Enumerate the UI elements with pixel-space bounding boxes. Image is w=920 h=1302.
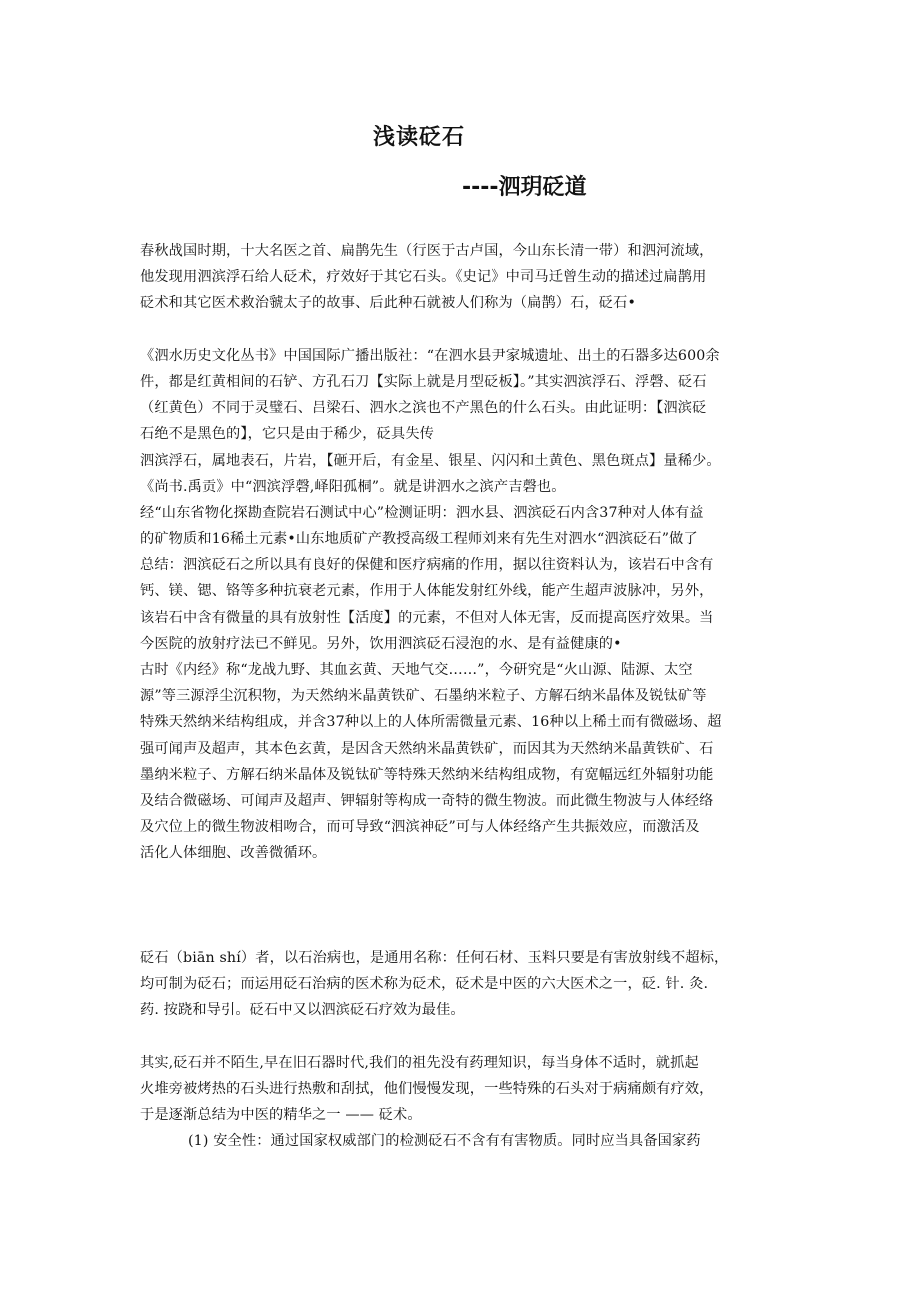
text-line: 总结：泗滨砭石之所以具有良好的保健和医疗病痛的作用，据以往资料认为，该岩石中含有 bbox=[140, 557, 714, 574]
text-line: 砭石（biān shí）者，以石治病也，是通用名称：任何石材、玉料只要是有害放射线不超标， bbox=[140, 950, 729, 967]
text-line: 今医院的放射疗法已不鲜见。另外，饮用泗滨砭石浸泡的水、是有益健康的• bbox=[140, 635, 622, 652]
text-line: 火堆旁被烤热的石头进行热敷和刮拭，他们慢慢发现，一些特殊的石头对于病痛颇有疗效， bbox=[140, 1081, 714, 1098]
text-line: 《尚书.禹贡》中“泗滨浮磬,峄阳孤桐”。就是讲泗水之滨产吉磬也。 bbox=[140, 478, 566, 495]
text-line: （红黄色）不同于灵璧石、吕梁石、泗水之滨也不产黑色的什么石头。由此证明：【泗滨砭 bbox=[140, 400, 707, 417]
text-line: 特殊天然纳米结构组成，并含37种以上的人体所需微量元素、16种以上稀土而有微磁场、超 bbox=[140, 714, 722, 731]
text-line: 古时《内经》称“龙战九野、其血玄黄、天地气交……”，今研究是“火山源、陆源、太空 bbox=[140, 662, 693, 678]
text-line: 砭术和其它医术救治虢太子的故事、后此种石就被人们称为（扁鹊）石，砭石• bbox=[140, 295, 636, 312]
text-line: 源”等三源浮尘沉积物，为天然纳米晶黄铁矿、石墨纳米粒子、方解石纳米晶体及锐钛矿等 bbox=[140, 688, 707, 705]
text-line: 药. 按跷和导引。砭石中又以泗滨砭石疗效为最佳。 bbox=[140, 1002, 465, 1019]
text-line: 经“山东省物化探勘查院岩石测试中心”检测证明：泗水县、泗滨砭石内含37种对人体有益 bbox=[140, 504, 704, 521]
text-line: 该岩石中含有微量的具有放射性【活度】的元素，不但对人体无害，反而提高医疗效果。当 bbox=[140, 609, 714, 626]
text-line: 件，都是红黄相间的石铲、方孔石刀【实际上就是月型砭板】。”其实泗滨浮石、浮磬、砭石 bbox=[140, 373, 707, 390]
text-line: 的矿物质和16稀土元素•山东地质矿产教授高级工程师刘来有先生对泗水“泗滨砭石”做了 bbox=[140, 531, 698, 548]
paragraph-gap bbox=[140, 1024, 790, 1050]
text-line: 钙、镁、锶、铬等多种抗衰老元素，作用于人体能发射红外线，能产生超声波脉冲，另外， bbox=[140, 583, 714, 600]
text-line: 泗滨浮石，属地表石，片岩，【砸开后，有金星、银星、闪闪和土黄色、黑色斑点】量稀少。 bbox=[140, 452, 721, 469]
document-title: 浅读砭石 bbox=[373, 125, 466, 150]
document-body bbox=[140, 238, 790, 1155]
text-line: 春秋战国时期，十大名医之首、扁鹊先生（行医于古卢国，今山东长清一带）和泗河流域， bbox=[140, 243, 714, 259]
text-line: 其实,砭石并不陌生,早在旧石器时代,我们的祖先没有药理知识，每当身体不适时，就抓起 bbox=[140, 1054, 699, 1071]
text-line: 活化人体细胞、改善微循环。 bbox=[140, 845, 327, 862]
list-item: (1) 安全性：通过国家权威部门的检测砭石不含有有害物质。同时应当具备国家药 bbox=[188, 1133, 701, 1150]
text-line: 墨纳米粒子、方解石纳米晶体及锐钛矿等特殊天然纳米结构组成物，有宽幅远红外辐射功能 bbox=[140, 766, 714, 783]
text-line: 于是逐渐总结为中医的精华之一 —— 砭术。 bbox=[140, 1107, 422, 1124]
paragraph-gap bbox=[140, 919, 790, 945]
text-line: 及穴位上的微生物波相吻合，而可导致“泗滨神砭”可与人体经络产生共振效应，而激活及 bbox=[140, 819, 700, 836]
paragraph-gap bbox=[140, 867, 790, 919]
text-line: 《泗水历史文化丛书》中国国际广播出版社：“在泗水县尹家城遗址、出土的石器多达600余 bbox=[140, 347, 720, 364]
text-line: 石绝不是黑色的】，它只是由于稀少，砭具失传 bbox=[140, 426, 434, 443]
text-line: 均可制为砭石；而运用砭石治病的医术称为砭术，砭术是中医的六大医术之一，砭. 针. 灸. bbox=[140, 976, 709, 993]
text-line: 强可闻声及超声，其本色玄黄，是因含天然纳米晶黄铁矿，而因其为天然纳米晶黄铁矿、石 bbox=[140, 740, 714, 757]
text-line: 他发现用泗滨浮石给人砭术，疗效好于其它石头。《史记》中司马迁曾生动的描述过扁鹊用 bbox=[140, 269, 707, 286]
paragraph-gap bbox=[140, 317, 790, 343]
document-subtitle: ----泗玥砭道 bbox=[462, 175, 587, 200]
text-line: 及结合微磁场、可闻声及超声、钾辐射等构成一奇特的微生物波。而此微生物波与人体经络 bbox=[140, 792, 714, 809]
